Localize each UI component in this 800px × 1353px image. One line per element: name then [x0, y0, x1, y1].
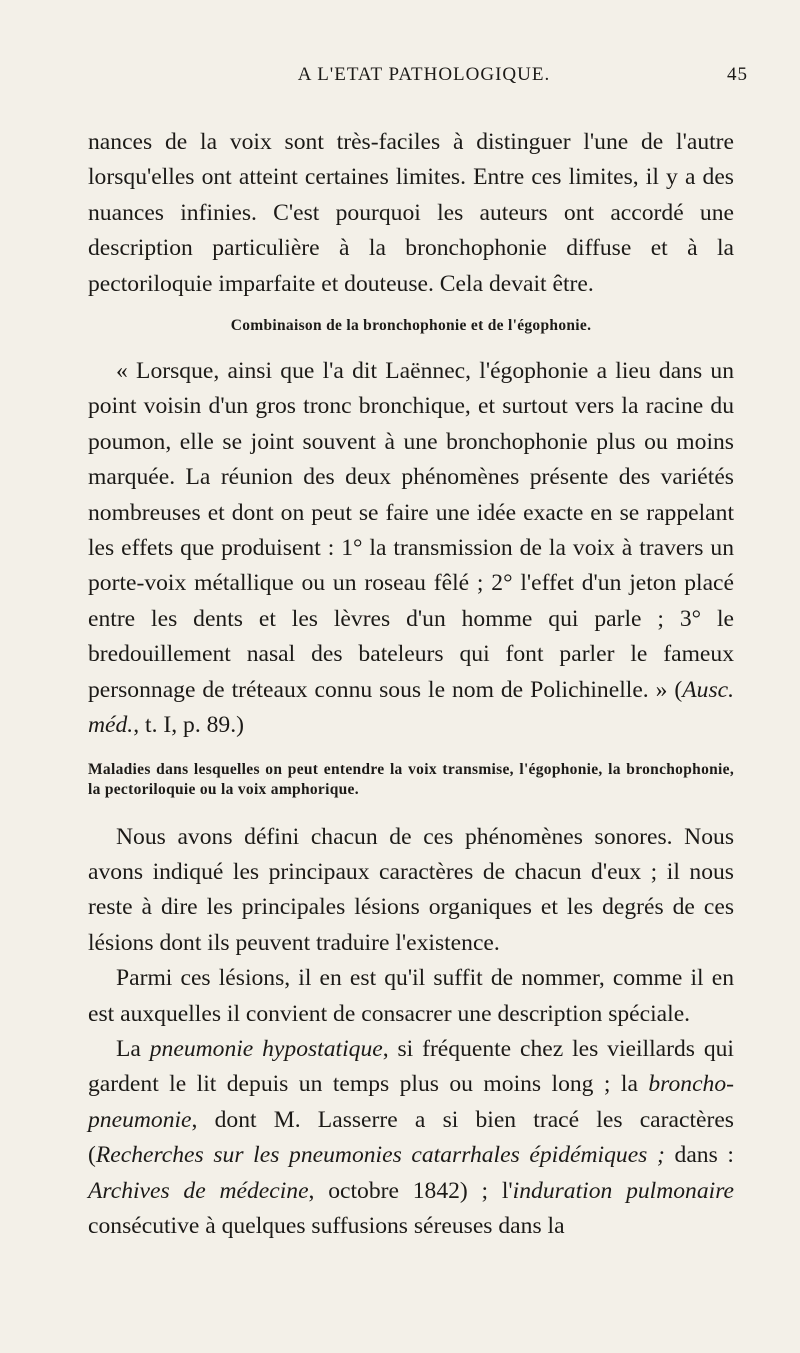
- section-heading-combinaison: Combinaison de la bronchophonie et de l'égophonie.: [230, 317, 592, 335]
- paragraph-laennec-quote: [88, 354, 734, 743]
- page-body: [88, 125, 734, 1244]
- quote-text: « Lorsque, ainsi que l'a dit Laënnec, l'égophonie a lieu dans un point voisin d'un gros tronc bronchique, et surtout vers la racine du poumon, elle se joint souvent à une bronchophonie plus ou moins marquée. La réunion des deux phénomènes présente des variétés nombreuses et dont on peut se faire une idée exacte en se rappelant les effets que produisent : 1° la transmission de la voix à travers un porte-voix métallique ou un roseau fêlé ; 2° l'effet d'un jeton placé entre les dents et les lèvres d'un homme qui parle ; 3° le bredouillement nasal des bateleurs qui font parler le fameux personnage de tréteaux connu sous le nom de Polichinelle. » (: [88, 358, 734, 703]
- text-run: , octobre 1842) ; l': [308, 1177, 513, 1204]
- italic-term: pneumonie hypostatique: [149, 1035, 383, 1062]
- text-run: , si fréquente chez les vieillards qui gardent le lit depuis un temps plus ou moins long ; la: [88, 1035, 734, 1098]
- italic-term: broncho-pneumonie: [88, 1071, 734, 1133]
- reference-title: Ausc. méd.: [88, 676, 734, 739]
- paragraph-4: Parmi ces lésions, il en est qu'il suffit de nommer, comme il en est auxquelles il convient de consacrer une description spéciale.: [88, 965, 734, 1027]
- paragraph-1: nances de la voix sont très-faciles à distinguer l'une de l'autre lorsqu'elles ont atteint certaines limites. Entre ces limites, il y a des nuances infinies. C'est pourquoi les auteurs ont accordé une description particulière à la bronchophonie diffuse et à la pectoriloquie imparfaite et douteuse. Cela devait être.: [88, 129, 734, 297]
- italic-citation: Archives de médecine: [88, 1177, 309, 1204]
- italic-citation: Recherches sur les pneumonies catarrhales épidémiques ;: [95, 1142, 665, 1169]
- reference-location: , t. I, p. 89.): [133, 712, 244, 739]
- page-number: 45: [727, 64, 748, 85]
- running-title: A L'ETAT PATHOLOGIQUE.: [297, 64, 551, 85]
- running-header: [92, 64, 748, 94]
- text-run: dans :: [664, 1142, 734, 1169]
- section-heading-maladies: Maladies dans lesquelles on peut entendre la voix transmise, l'égophonie, la bronchophonie, la pectoriloquie ou la voix amphorique.: [88, 760, 734, 798]
- text-run: consécutive à quelques suffusions séreuses dans la: [88, 1212, 565, 1239]
- text-run: , dont M. Lasserre a si bien tracé les caractères (: [88, 1106, 734, 1169]
- paragraph-5: [88, 1032, 734, 1244]
- italic-term: induration pulmonaire: [512, 1177, 734, 1204]
- paragraph-3: Nous avons défini chacun de ces phénomènes sonores. Nous avons indiqué les principaux caractères de chacun d'eux ; il nous reste à dire les principales lésions organiques et les degrés de ces lésions dont ils peuvent traduire l'existence.: [88, 823, 734, 956]
- text-run: La: [116, 1035, 150, 1062]
